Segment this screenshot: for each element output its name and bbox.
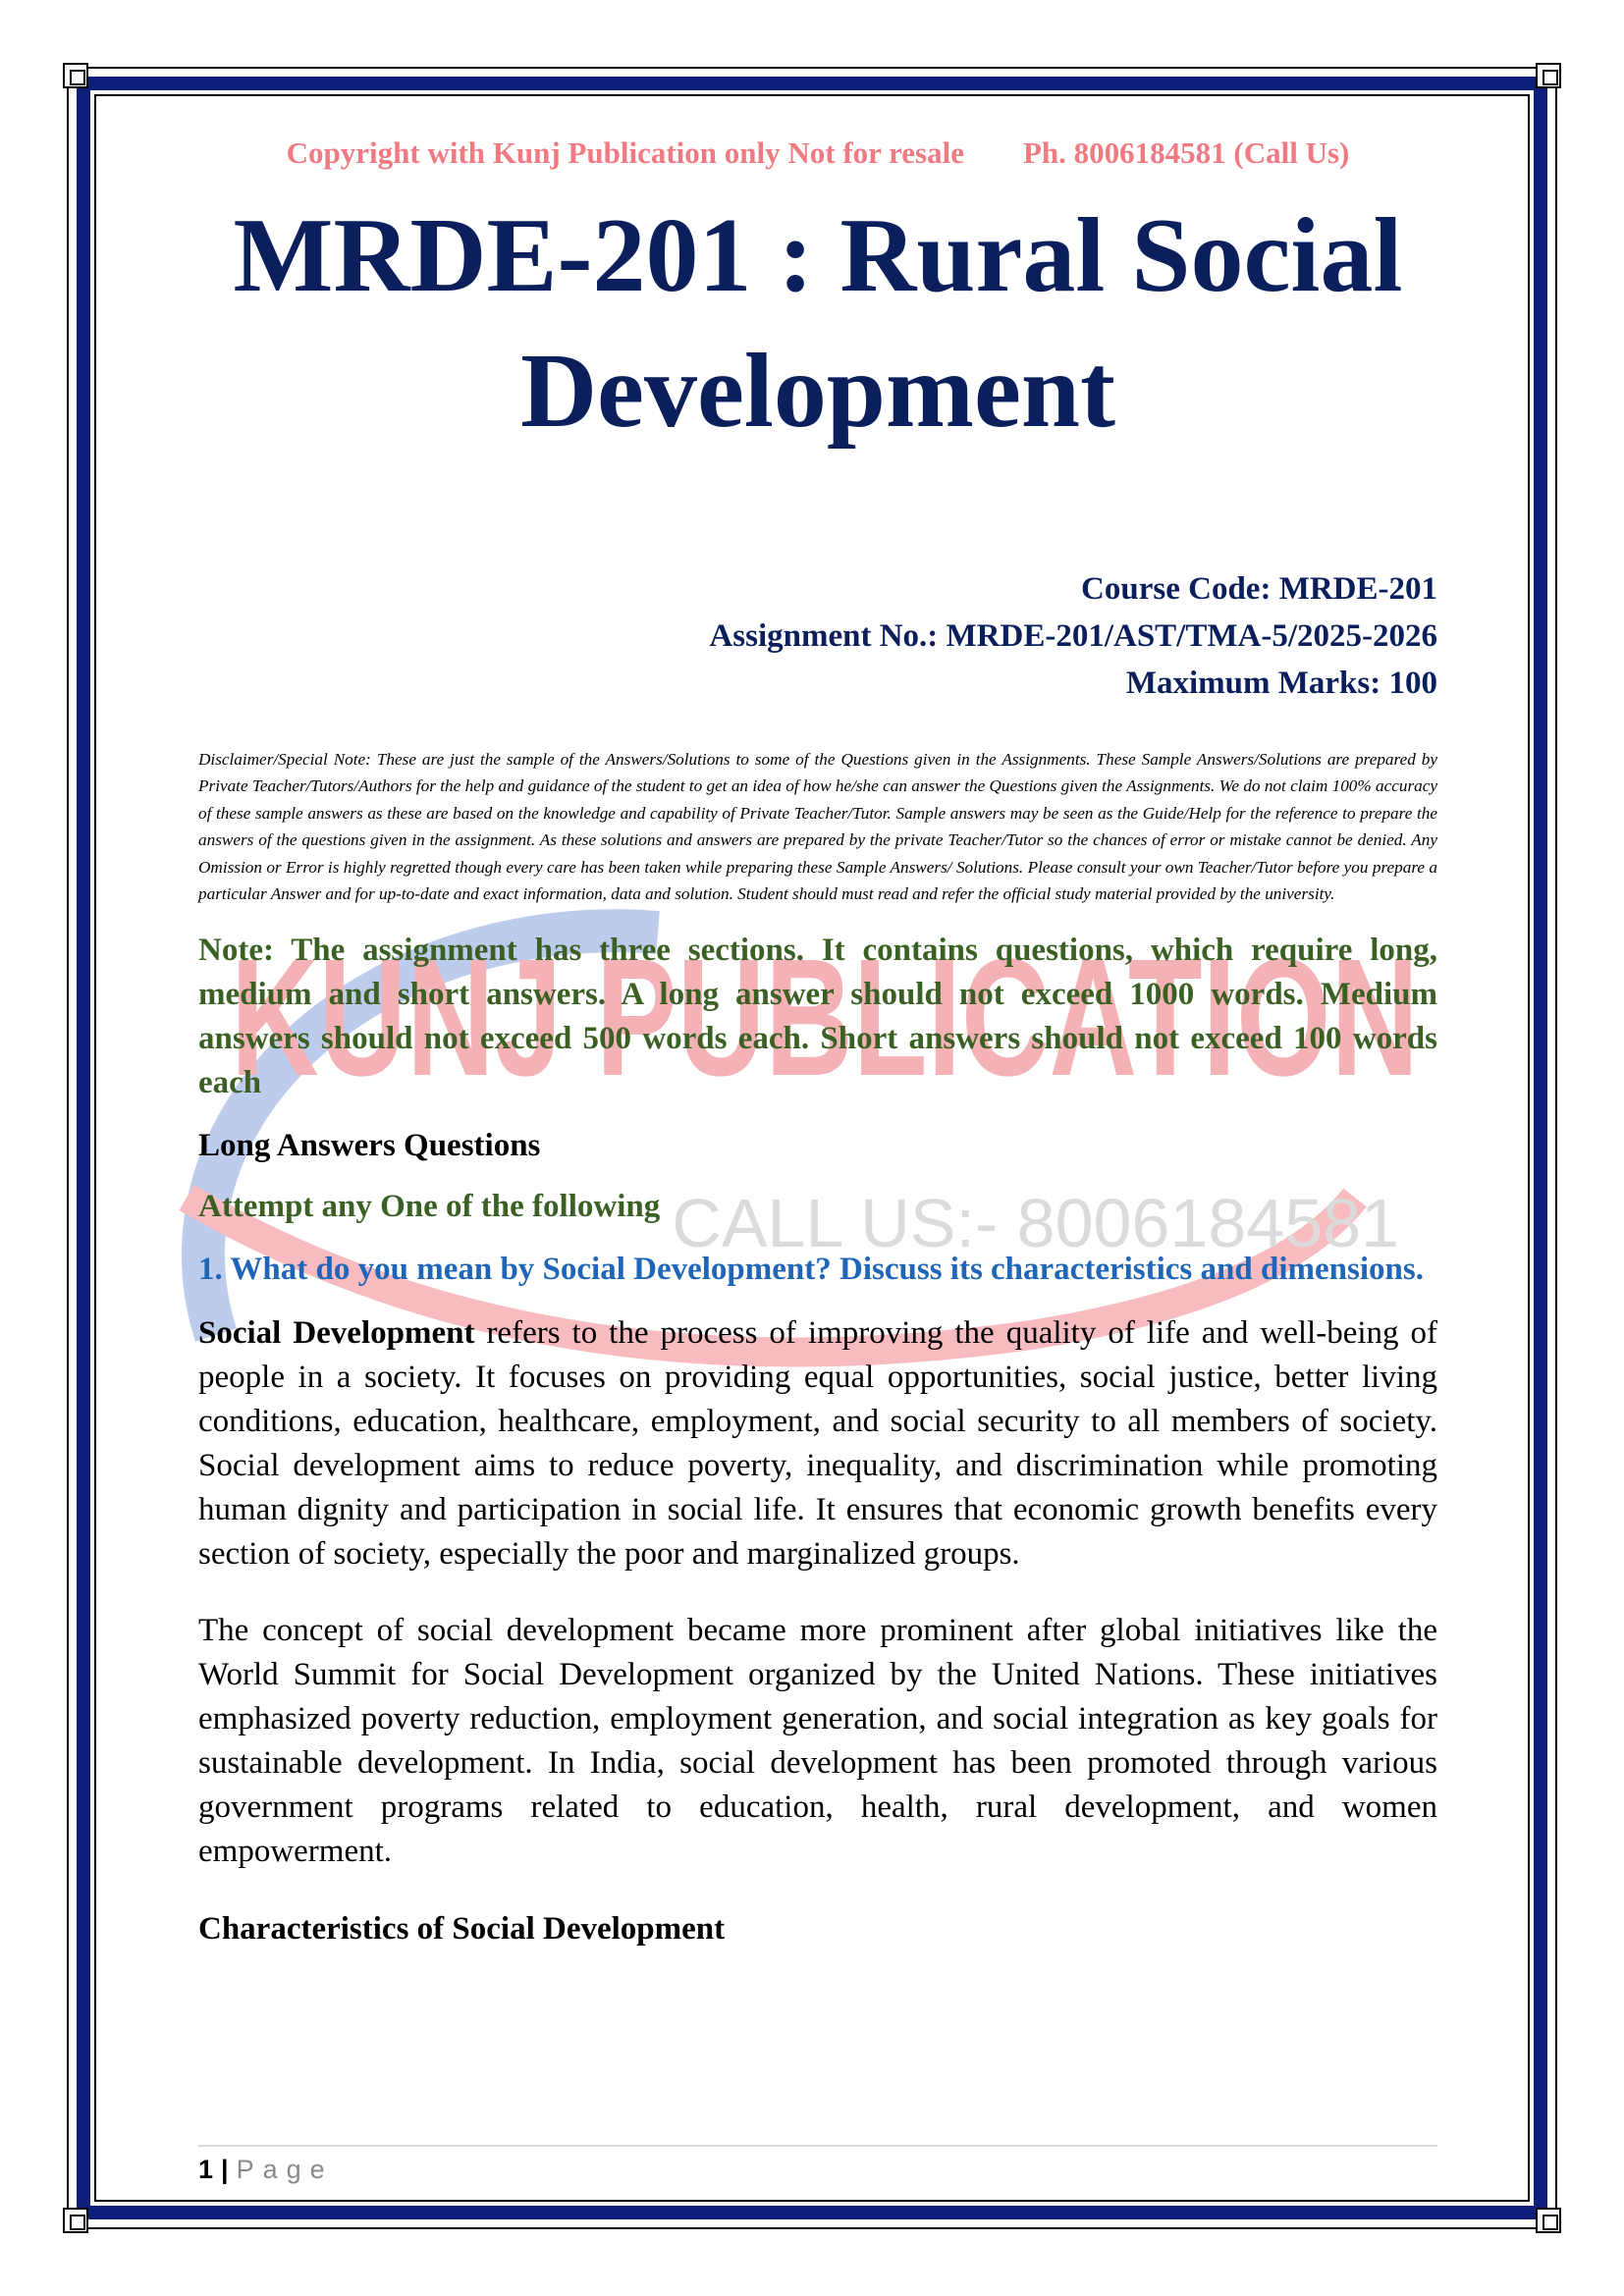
assignment-number: Assignment No.: MRDE-201/AST/TMA-5/2025-2026 [709,618,1437,654]
characteristics-heading: Characteristics of Social Development [198,1911,726,1948]
corner-ornament [63,2208,88,2233]
disclaimer: Disclaimer/Special Note: These are just the sample of the Answers/Solutions to some of the Questions given in the Assignments. These Sample Answers/Solutions are prepared by Private Teacher/Tutors/Authors for the help and guidance of the student to get an idea of how he/she can answer the Questions given the Assignments. We do not claim 100% accuracy of these sample answers as these are based on the knowledge and capability of Private Teacher/Tutor. Sample answers may be seen as the Guide/Help for the reference to prepare the answers of the questions given in the assignment. As these solutions and answers are prepared by the private Teacher/Tutor so the chances of error or mistake cannot be denied. Any Omission or Error is highly regretted though every care has been taken while preparing these Sample Answers/ Solutions. Please consult your own Teacher/Tutor before you prepare a particular Answer and for up-to-date and exact information, data and solution. Student should must read and refer the official study material provided by the university. [198,750,1437,904]
document-title [198,188,1437,459]
title-line-1: MRDE-201 : Rural Social [233,197,1403,314]
page-separator: | [221,2155,229,2184]
page-footer [198,2155,334,2185]
phone-text: Ph. 8006184581 (Call Us) [1022,135,1350,170]
answer-paragraph-1 [198,1311,1437,1576]
corner-ornament [1536,2208,1561,2233]
page-label: Page [236,2155,334,2184]
footer-divider [198,2145,1437,2147]
attempt-instruction: Attempt any One of the following [198,1189,661,1225]
question-1: 1. What do you mean by Social Development? Discuss its characteristics and dimensions. [198,1252,1424,1288]
assignment-meta [198,565,1437,707]
copyright-header [198,135,1437,171]
answer-term: Social Development [198,1315,475,1352]
maximum-marks: Maximum Marks: 100 [1125,666,1437,701]
course-code: Course Code: MRDE-201 [1081,571,1437,607]
answer-paragraph-2: The concept of social development became more prominent after global initiatives like the World Summit for Social Development organized by the United Nations. These initiatives emphasized poverty reduction, employment generation, and social integration as key goals for sustainable development. In India, social development has been promoted through various government programs related to education, health, rural development, and women empowerment. [198,1613,1437,1870]
corner-ornament [63,63,88,88]
answer-definition: refers to the process of improving the quality of life and well-being of people in a society. It focuses on providing equal opportunities, social justice, better living conditions, education, healthcare, employment, and social security to all members of society. Social development aims to reduce poverty, inequality, and discrimination while promoting human dignity and participation in social life. It ensures that economic growth benefits every section of society, especially the poor and marginalized groups. [198,1315,1437,1573]
watermark-phone: CALL US:- 8006184581 [672,1185,1399,1261]
assignment-note: Note: The assignment has three sections. It contains questions, which require long, medium and short answers. A long answer should not exceed 1000 words. Medium answers should not exceed 500 words each. Short answers should not exceed 100 words each [198,933,1437,1101]
page-number: 1 [198,2155,214,2184]
copyright-text: Copyright with Kunj Publication only Not for resale [286,135,964,170]
title-line-2: Development [520,333,1115,450]
corner-ornament [1536,63,1561,88]
watermark-brand: KUNJ PUBLICATION [231,925,1419,1111]
section-heading: Long Answers Questions [198,1128,541,1164]
document-body [198,135,1437,1951]
